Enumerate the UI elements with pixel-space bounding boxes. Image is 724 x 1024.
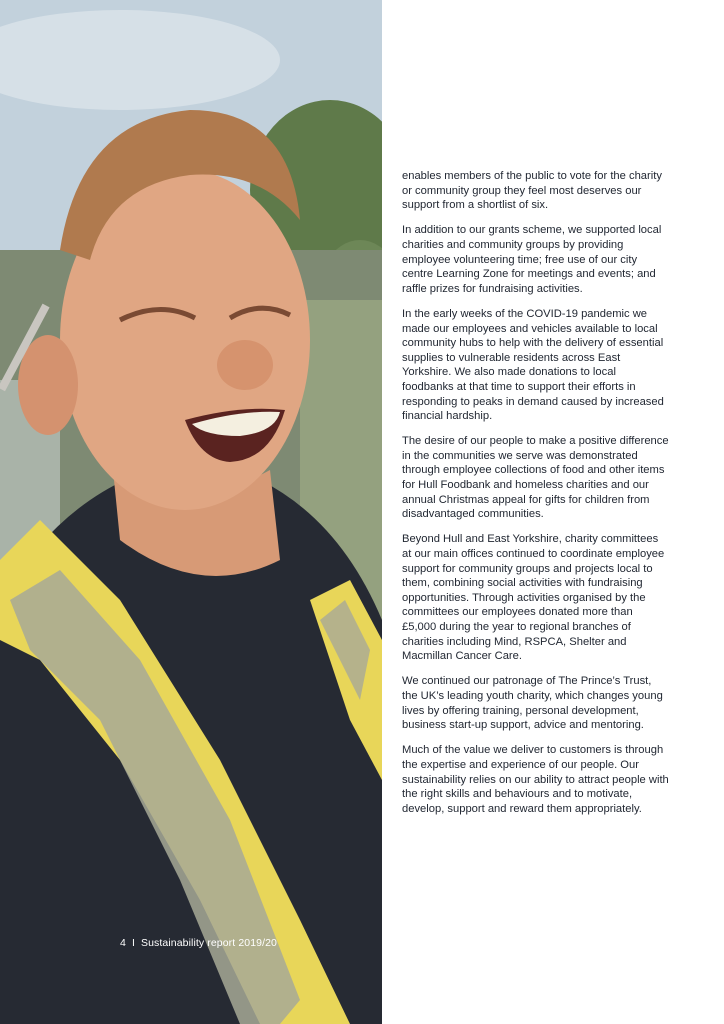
footer-separator: I xyxy=(131,937,135,949)
paragraph-7: Much of the value we deliver to customers is through the expertise and experience of our people. Our sustainability relies on our ability to attract people with the right skills and behaviours and to motivate, develop, support and reward them appropriately. xyxy=(402,744,669,815)
paragraph-5: Beyond Hull and East Yorkshire, charity committees at our main offices continued to coordinate employee support for community groups and projects local to them, combining social activities with fundraising opportunities. Through activities organised by the committees our employees donated more than £5,000 during the year to regional branches of charities including Mind, RSPCA, Shelter and Macmillan Cancer Care. xyxy=(402,533,665,663)
page-number: 4 xyxy=(120,937,126,949)
page-footer xyxy=(120,937,277,949)
body-text-column xyxy=(402,169,670,827)
paragraph-1: enables members of the public to vote for the charity or community group they feel most deserves our support from a shortlist of six. xyxy=(402,170,662,212)
report-title: Sustainability report 2019/20 xyxy=(140,937,277,949)
paragraph-2: In addition to our grants scheme, we supported local charities and community groups by providing employee volunteering time; free use of our city centre Learning Zone for meetings and events; and raffle prizes for fundraising activities. xyxy=(402,224,662,295)
paragraph-4: The desire of our people to make a positive difference in the communities we serve was demonstrated through employee collections of food and other items for Hull Foodbank and homeless charities and our annual Christmas appeal for gifts for children from disadvantaged communities. xyxy=(402,435,669,521)
paragraph-3: In the early weeks of the COVID-19 pandemic we made our employees and vehicles available to local community hubs to help with the delivery of essential supplies to vulnerable residents across East Yorkshire. We also made donations to local foodbanks at that time to support their efforts in responding to peaks in demand caused by increased financial hardship. xyxy=(402,307,664,423)
paragraph-6: We continued our patronage of The Prince’s Trust, the UK’s leading youth charity, which changes young lives by offering training, personal development, business start-up support, advice and mentoring. xyxy=(402,675,663,732)
